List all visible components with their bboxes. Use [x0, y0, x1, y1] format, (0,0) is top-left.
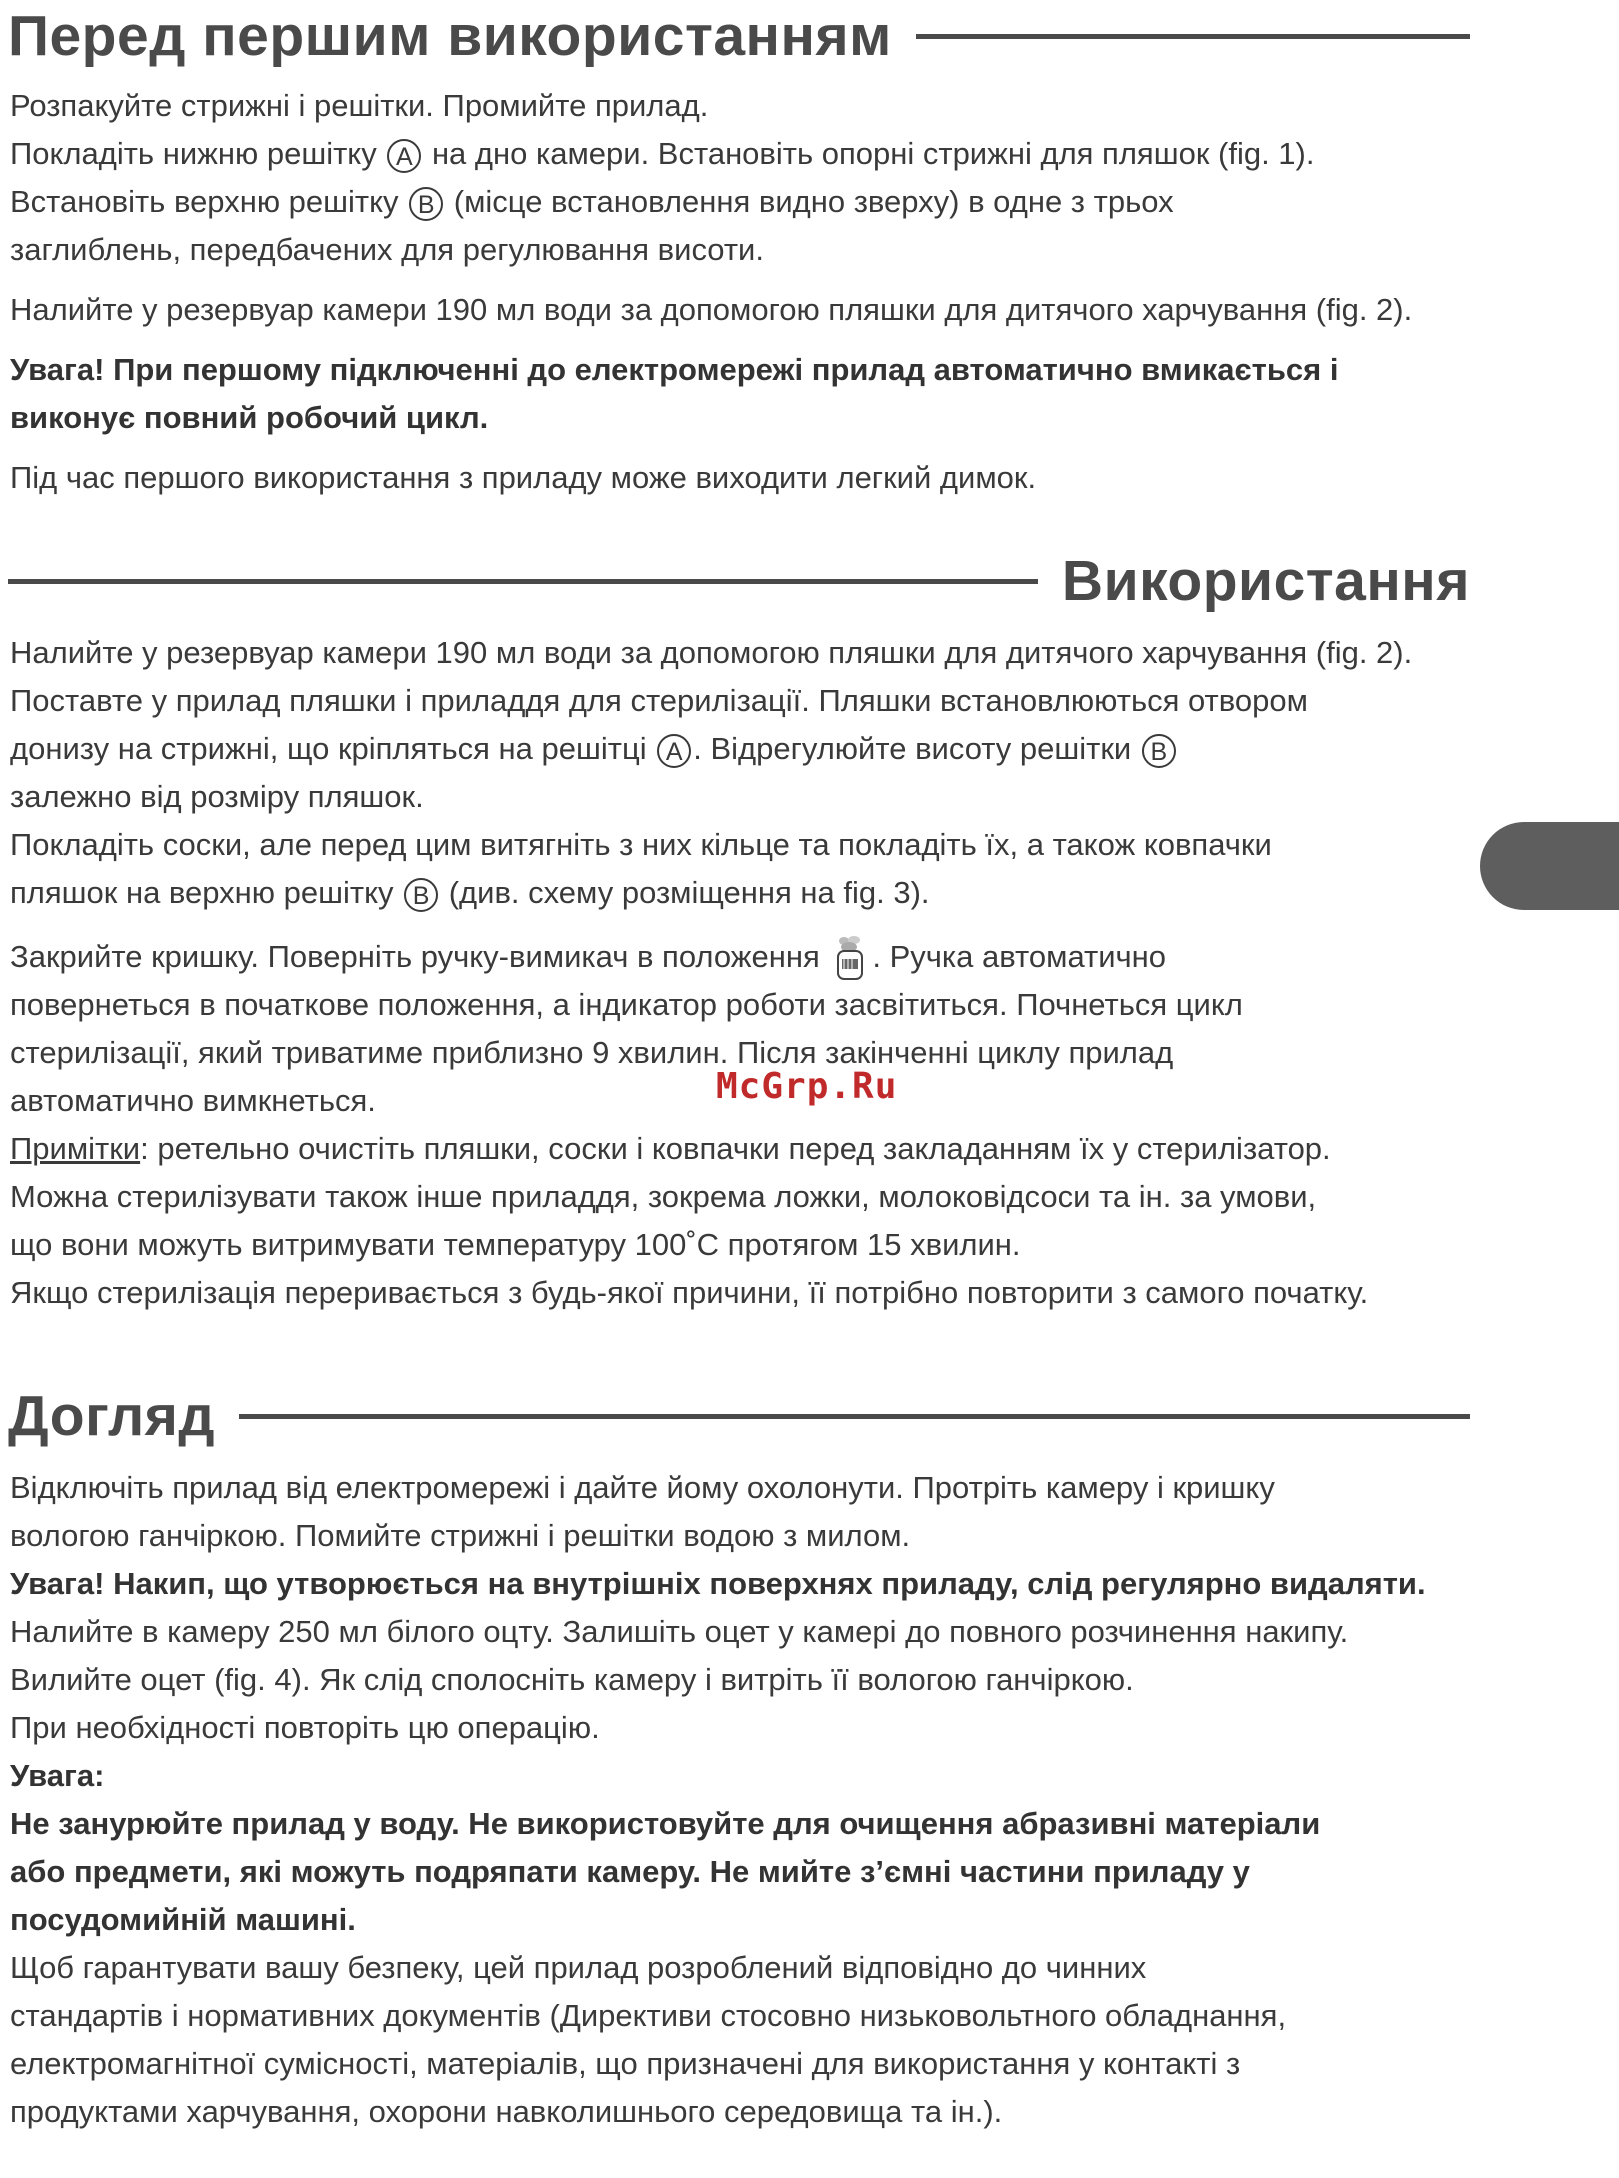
section-title: Перед першим використанням: [8, 4, 892, 68]
rack-a-marker: A: [657, 734, 691, 768]
paragraph-line: автоматично вимкнеться.: [10, 1083, 376, 1118]
paragraph-line: донизу на стрижні, що кріпляться на решітці A . Відрегулюйте висоту решітки B: [10, 725, 1480, 773]
warning-line: посудомийній машині.: [10, 1902, 356, 1937]
warning-line: або предмети, які можуть подряпати камеру. Не мийте з’ємні частини приладу у: [10, 1854, 1250, 1889]
paragraph-line: При необхідності повторіть цю операцію.: [10, 1710, 600, 1745]
heading-rule: [916, 34, 1470, 39]
paragraph-line: електромагнітної сумісності, матеріалів, що призначені для використання у контакті з: [10, 2046, 1241, 2081]
heading-rule: [8, 579, 1038, 584]
section-title: Догляд: [8, 1384, 216, 1448]
section-title: Використання: [1061, 549, 1470, 613]
section-heading-care: [8, 1380, 1470, 1452]
paragraph-line: Покладіть нижню решітку A на дно камери. Встановіть опорні стрижні для пляшок (fig. 1).: [10, 136, 1315, 171]
paragraph-line: Закрийте кришку. Поверніть ручку-вимикач в положення . Ручка автоматично: [10, 933, 1480, 981]
paragraph-line: Встановіть верхню решітку B (місце встановлення видно зверху) в одне з трьох: [10, 184, 1174, 219]
paragraph-line: залежно від розміру пляшок.: [10, 779, 424, 814]
paragraph-line: Покладіть соски, але перед цим витягніть з них кільце та покладіть їх, а також ковпачки: [10, 827, 1272, 862]
paragraph-line: що вони можуть витримувати температуру 100˚C протягом 15 хвилин.: [10, 1227, 1021, 1262]
paragraph-line: Можна стерилізувати також інше приладдя, зокрема ложки, молоковідсоси та ін. за умови,: [10, 1179, 1317, 1214]
warning-line: виконує повний робочий цикл.: [10, 400, 489, 435]
rack-b-marker: B: [404, 878, 438, 912]
paragraph-line: Налийте у резервуар камери 190 мл води за допомогою пляшки для дитячого харчування (fig. 2).: [10, 292, 1413, 327]
paragraph-line: Налийте в камеру 250 мл білого оцту. Залишіть оцет у камері до повного розчинення накипу.: [10, 1614, 1349, 1649]
section-body-usage: [10, 629, 1480, 1317]
paragraph-line: пляшок на верхню решітку B (див. схему розміщення на fig. 3).: [10, 875, 930, 910]
section-heading-first-use: [8, 0, 1470, 72]
section-heading-usage: [8, 545, 1470, 617]
watermark-text: McGrp.Ru: [716, 1066, 898, 1107]
paragraph-line: вологою ганчіркою. Помийте стрижні і решітки водою з милом.: [10, 1518, 911, 1553]
warning-line: Увага! При першому підключенні до електромережі прилад автоматично вмикається і: [10, 352, 1339, 387]
paragraph-line: Вилийте оцет (fig. 4). Як слід сполосніть камеру і витріть її вологою ганчіркою.: [10, 1662, 1134, 1697]
rack-b-marker: B: [409, 187, 443, 221]
paragraph-line: Якщо стерилізація переривається з будь-якої причини, її потрібно повторити з самого початку.: [10, 1275, 1369, 1310]
heading-rule: [239, 1414, 1470, 1419]
paragraph-line: Примітки: ретельно очистіть пляшки, соски і ковпачки перед закладанням їх у стерилізатор.: [10, 1131, 1331, 1166]
warning-line: Не занурюйте прилад у воду. Не використовуйте для очищення абразивні матеріали: [10, 1806, 1321, 1841]
paragraph-line: Щоб гарантувати вашу безпеку, цей прилад розроблений відповідно до чинних: [10, 1950, 1147, 1985]
steam-sterilize-icon: [832, 935, 868, 983]
warning-line: Увага:: [10, 1758, 105, 1793]
paragraph-line: заглиблень, передбачених для регулювання висоти.: [10, 232, 764, 267]
paragraph-line: повернеться в початкове положення, а індикатор роботи засвітиться. Почнеться цикл: [10, 987, 1243, 1022]
notes-label: Примітки: [10, 1131, 141, 1166]
rack-a-marker: A: [387, 139, 421, 173]
paragraph-line: Під час першого використання з приладу може виходити легкий димок.: [10, 460, 1037, 495]
paragraph-line: стандартів і нормативних документів (Директиви стосовно низьковольтного обладнання,: [10, 1998, 1287, 2033]
paragraph-line: продуктами харчування, охорони навколишнього середовища та ін.).: [10, 2094, 1003, 2129]
rack-b-marker: B: [1142, 734, 1176, 768]
warning-line: Увага! Накип, що утворюється на внутрішніх поверхнях приладу, слід регулярно видаляти.: [10, 1566, 1426, 1601]
paragraph-line: стерилізації, який триватиме приблизно 9 хвилин. Після закінченні циклу прилад: [10, 1035, 1174, 1070]
section-body-care: [10, 1464, 1480, 2136]
section-tab-marker: [1480, 822, 1619, 910]
paragraph-line: Розпакуйте стрижні і решітки. Промийте прилад.: [10, 88, 709, 123]
paragraph-line: Налийте у резервуар камери 190 мл води за допомогою пляшки для дитячого харчування (fig. 2).: [10, 635, 1413, 670]
section-body-first-use: [10, 82, 1480, 502]
paragraph-line: Поставте у прилад пляшки і приладдя для стерилізації. Пляшки встановлюються отвором: [10, 683, 1308, 718]
paragraph-line: Відключіть прилад від електромережі і дайте йому охолонути. Протріть камеру і кришку: [10, 1470, 1275, 1505]
